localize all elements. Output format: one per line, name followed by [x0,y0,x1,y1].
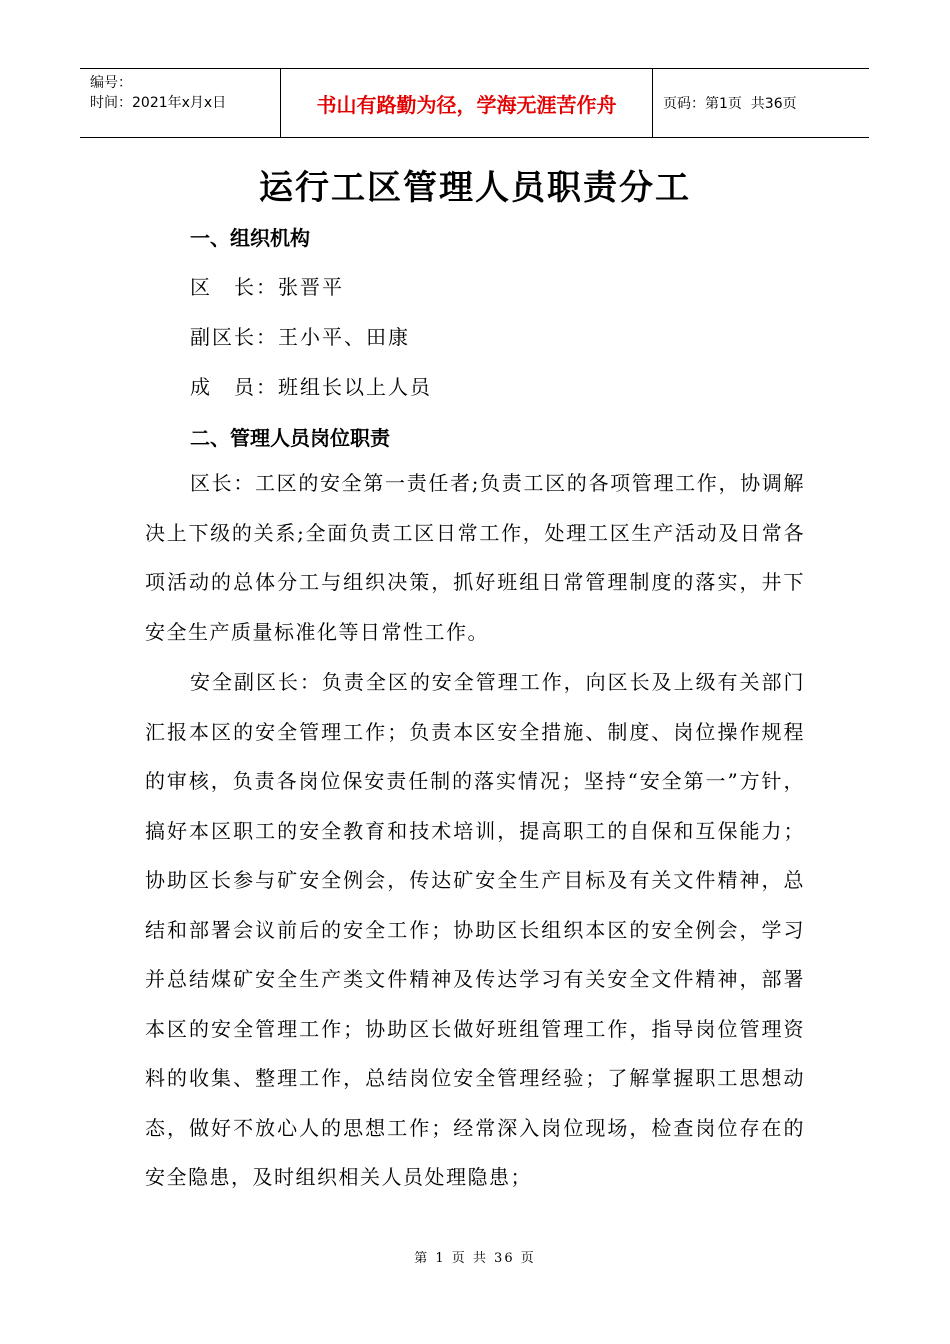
paragraph-chief-duties: 区长：工区的安全第一责任者;负责工区的各项管理工作，协调解决上下级的关系;全面负责工区日常工作，处理工区生产活动及日常各项活动的总体分工与组织决策，抓好班组日常管理制度的落实，井下安全生产质量标准化等日常性工作。 [145,471,805,644]
document-number-label: 编号： [90,75,132,91]
org-line-chief: 区 长：张晋平 [190,275,344,299]
header-table [80,68,869,138]
header-meta [80,69,280,137]
header-motto: 书山有路勤为径，学海无涯苦作舟 [280,69,653,137]
document-title: 运行工区管理人员职责分工 [259,168,691,208]
section-heading-duties: 二、管理人员岗位职责 [190,426,390,450]
org-line-members: 成 员：班组长以上人员 [190,375,432,399]
document-time-label: 时间：2021年x月x日 [90,95,227,111]
page-footer: 第 1 页 共 36 页 [414,1251,536,1266]
paragraph-safety-deputy-duties: 安全副区长：负责全区的安全管理工作，向区长及上级有关部门汇报本区的安全管理工作；负责本区安全措施、制度、岗位操作规程的审核，负责各岗位保安责任制的落实情况；坚持“安全第一”方针，搞好本区职工的安全教育和技术培训，提高职工的自保和互保能力；协助区长参与矿安全例会，传达矿安全生产目标及有关文件精神，总结和部署会议前后的安全工作；协助区长组织本区的安全例会，学习并总结煤矿安全生产类文件精神及传达学习有关安全文件精神，部署本区的安全管理工作；协助区长做好班组管理工作，指导岗位管理资料的收集、整理工作，总结岗位安全管理经验；了解掌握职工思想动态，做好不放心人的思想工作；经常深入岗位现场，检查岗位存在的安全隐患，及时组织相关人员处理隐患； [145,670,805,1189]
header-page-info [653,69,869,137]
section-heading-organization: 一、组织机构 [190,226,310,250]
page-info-text: 页码：第1页 共36页 [663,96,797,112]
org-line-deputy: 副区长：王小平、田康 [190,325,410,349]
